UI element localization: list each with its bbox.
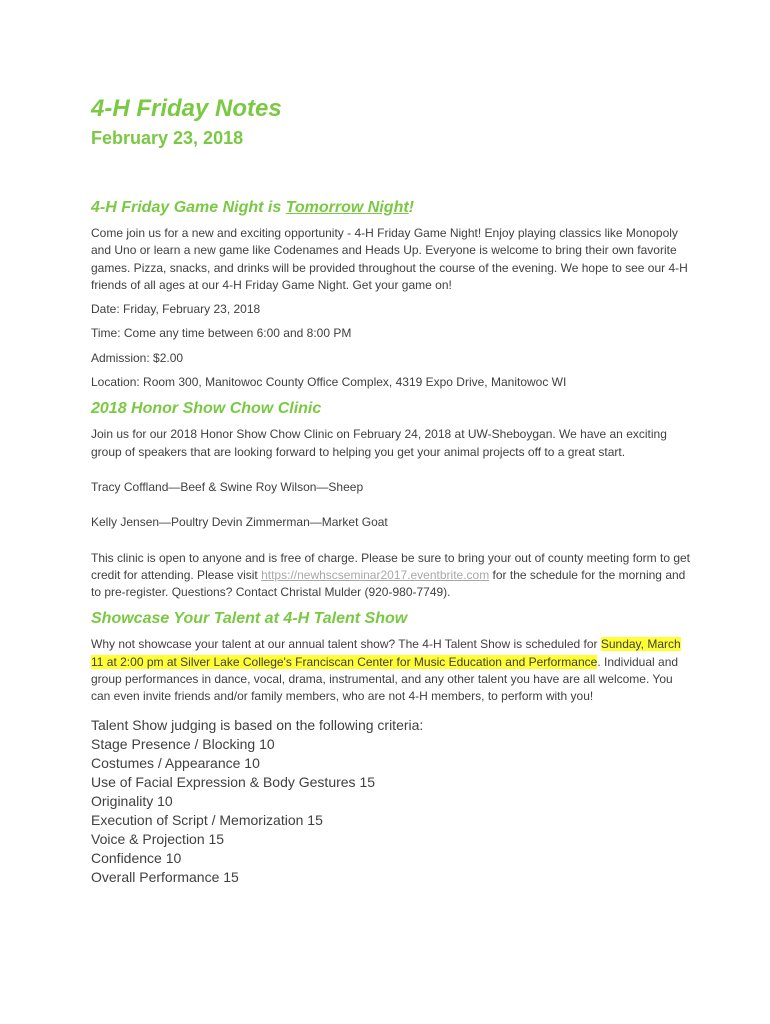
- talent-show-highlight: Sunday, March 11 at 2:00 pm at Silver Lake College's Franciscan Center for Music Education and Performance: [91, 637, 681, 669]
- chow-clinic-info-after: for the schedule for the morning and to pre-register. Questions? Contact Christal Mulder (920-980-7749).: [91, 567, 686, 600]
- talent-show-intro-after: . Individual and group performances in dance, vocal, drama, instrumental, and any other talent you have are all welcome. You can even invite friends and/or family members, who are not 4-H members, to perform with you!: [91, 654, 679, 704]
- criteria-item: Costumes / Appearance 10: [91, 754, 260, 771]
- document-title: 4-H Friday Notes: [91, 95, 282, 122]
- talent-show-heading: Showcase Your Talent at 4-H Talent Show: [91, 610, 408, 628]
- game-night-date: Date: Friday, February 23, 2018: [91, 302, 261, 317]
- criteria-item: Confidence 10: [91, 849, 182, 866]
- game-night-heading-suffix: !: [408, 199, 414, 216]
- game-night-location: Location: Room 300, Manitowoc County Office Complex, 4319 Expo Drive, Manitowoc WI: [91, 375, 567, 390]
- game-night-heading-prefix: 4-H Friday Game Night is: [91, 199, 286, 216]
- judging-criteria: [91, 716, 691, 887]
- criteria-item: Execution of Script / Memorization 15: [91, 811, 323, 828]
- eventbrite-link[interactable]: https://newhscseminar2017.eventbrite.com: [261, 567, 490, 582]
- chow-clinic-heading: 2018 Honor Show Chow Clinic: [91, 400, 322, 418]
- document-date: February 23, 2018: [91, 128, 244, 148]
- chow-clinic-intro: Join us for our 2018 Honor Show Chow Clinic on February 24, 2018 at UW-Sheboygan. We have an exciting group of speakers that are looking forward to helping you get your animal projects off to a great start.: [91, 427, 667, 459]
- document-content: [91, 94, 691, 887]
- chow-clinic-speakers-1: Tracy Coffland—Beef & Swine Roy Wilson—Sheep: [91, 479, 364, 494]
- chow-clinic-info: [91, 550, 691, 602]
- criteria-item: Voice & Projection 15: [91, 830, 225, 847]
- criteria-item: Overall Performance 15: [91, 868, 239, 885]
- game-night-admission: Admission: $2.00: [91, 350, 184, 365]
- criteria-item: Use of Facial Expression & Body Gestures 15: [91, 773, 376, 790]
- chow-clinic-speakers-2: Kelly Jensen—Poultry Devin Zimmerman—Market Goat: [91, 515, 388, 530]
- talent-show-intro: [91, 636, 691, 705]
- game-night-heading: [91, 197, 691, 219]
- chow-clinic-info-before: This clinic is open to anyone and is free of charge. Please be sure to bring your out of county meeting form to get credit for attending. Please visit: [91, 550, 691, 582]
- talent-show-intro-before: Why not showcase your talent at our annual talent show? The 4-H Talent Show is scheduled for: [91, 637, 601, 652]
- criteria-intro: Talent Show judging is based on the following criteria:: [91, 716, 424, 733]
- criteria-item: Stage Presence / Blocking 10: [91, 735, 275, 752]
- game-night-heading-emph: Tomorrow Night: [285, 199, 409, 216]
- game-night-intro: Come join us for a new and exciting opportunity - 4-H Friday Game Night! Enjoy playing classics like Monopoly and Uno or learn a new game like Codenames and Heads Up. Everyone is welcome to bring their own favorite games. Pizza, snacks, and drinks will be provided throughout the course of the evening. We hope to see our 4-H friends of all ages at our 4-H Friday Game Night. Get your game on!: [91, 226, 688, 292]
- game-night-time: Time: Come any time between 6:00 and 8:00 PM: [91, 326, 352, 341]
- criteria-item: Originality 10: [91, 792, 173, 809]
